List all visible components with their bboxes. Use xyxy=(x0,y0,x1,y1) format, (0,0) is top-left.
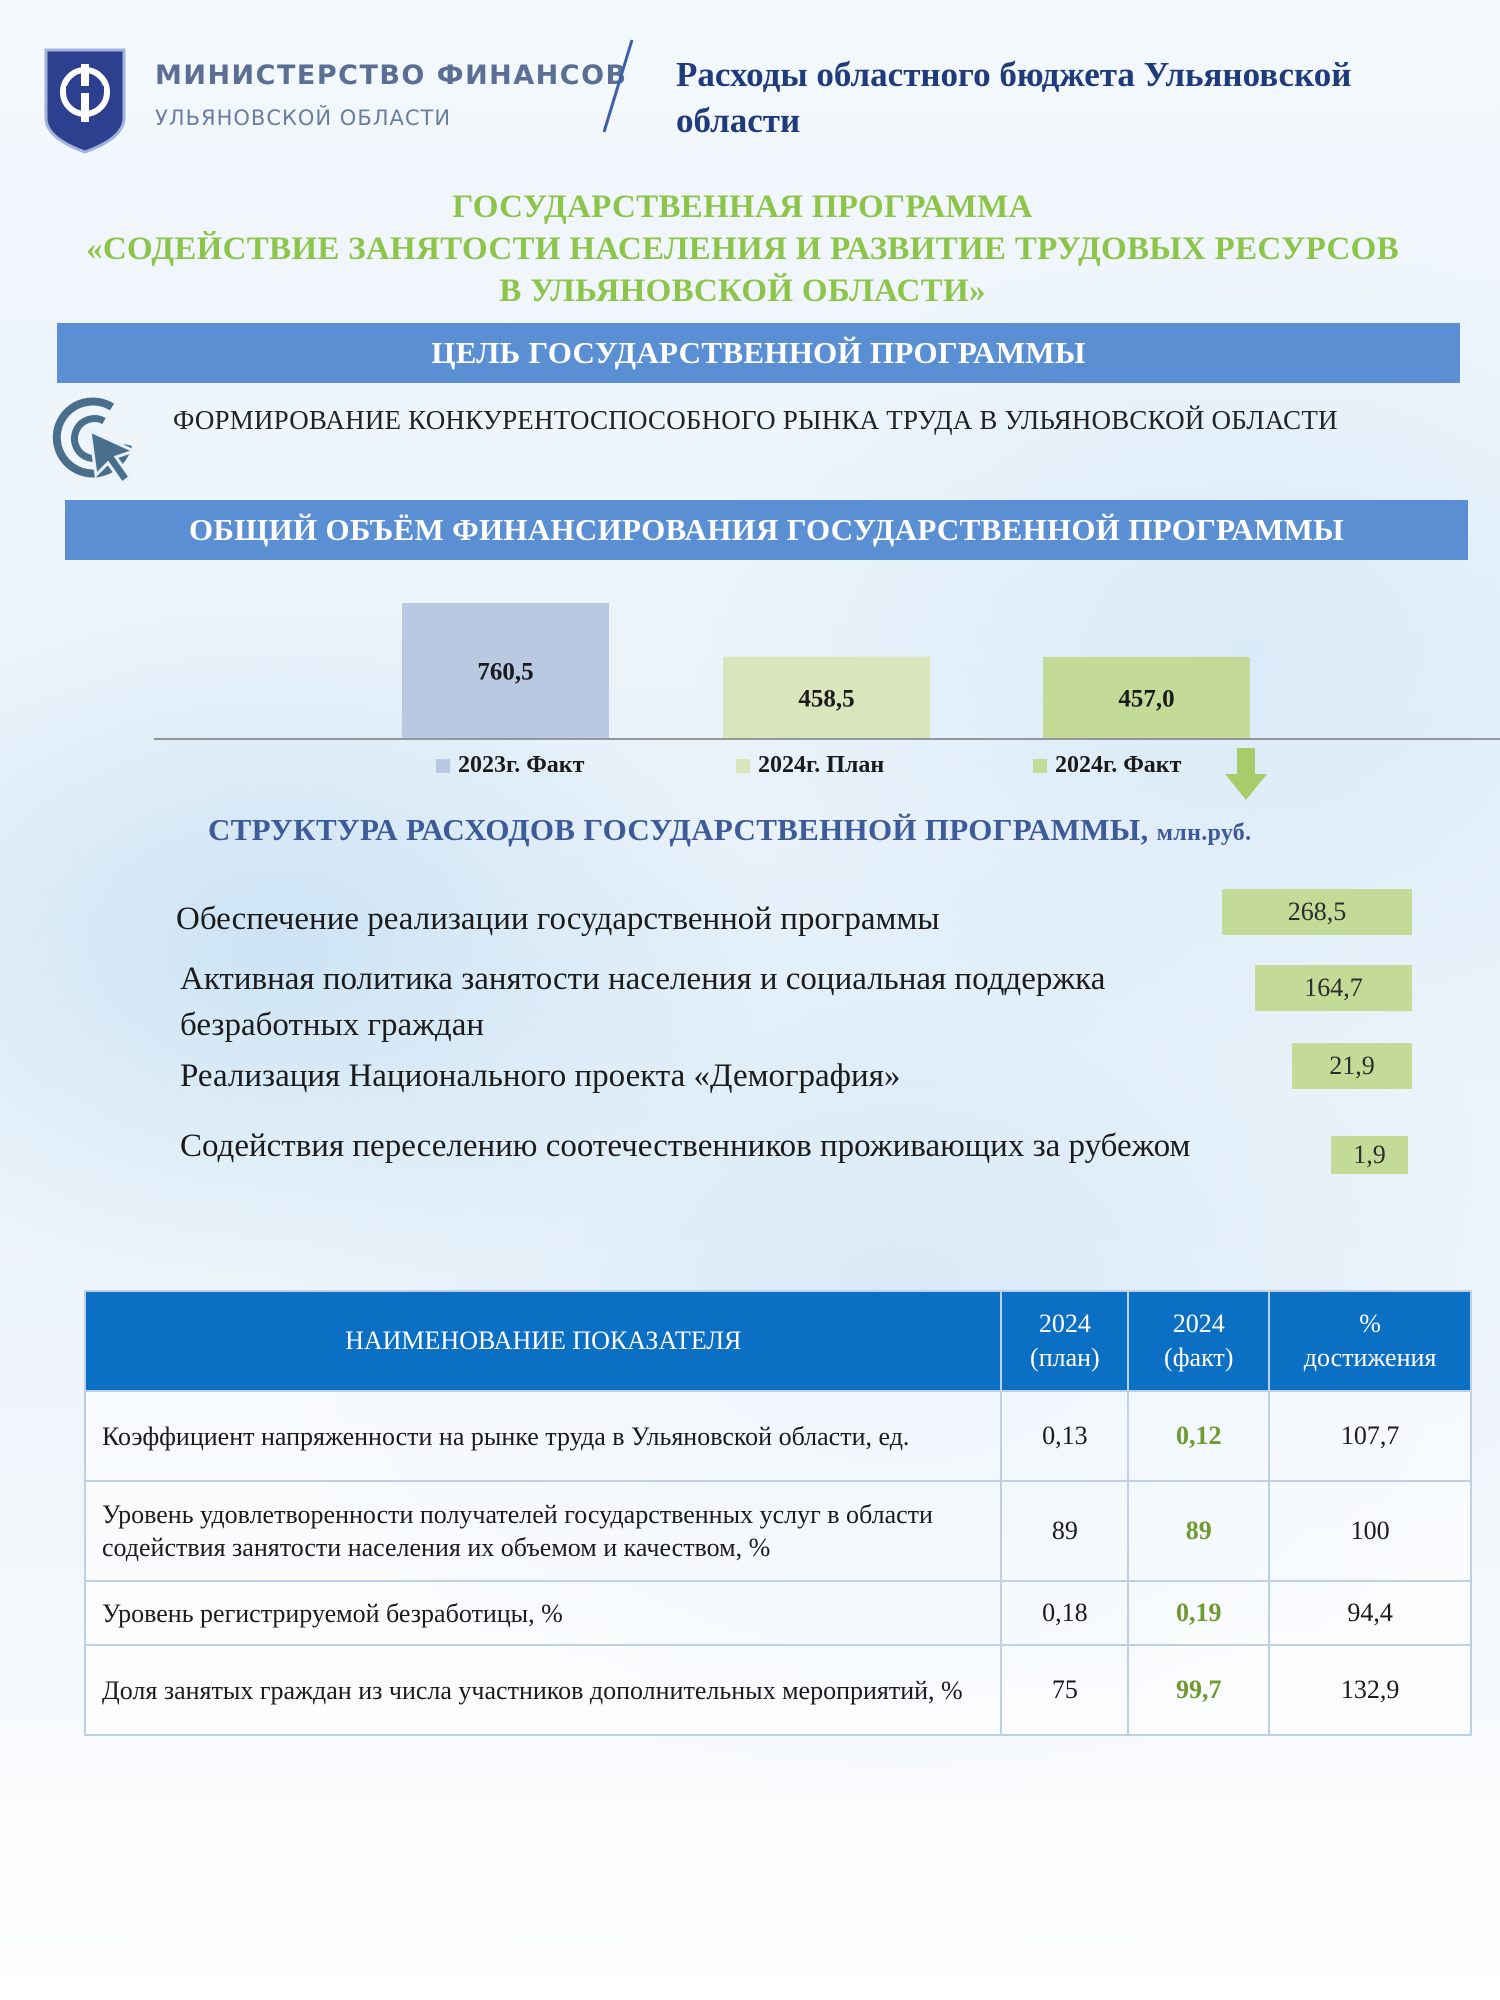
legend-item-2024-fact xyxy=(1033,752,1181,779)
indicator-fact: 89 xyxy=(1128,1481,1269,1581)
program-title-line3: В УЛЬЯНОВСКОЙ ОБЛАСТИ» xyxy=(499,273,986,309)
header-divider xyxy=(600,38,636,134)
structure-title-text: СТРУКТУРА РАСХОДОВ ГОСУДАРСТВЕННОЙ ПРОГРАММЫ, xyxy=(208,812,1149,847)
table-row xyxy=(85,1581,1471,1645)
indicator-plan: 0,13 xyxy=(1001,1391,1128,1481)
indicator-plan: 89 xyxy=(1001,1481,1128,1581)
header-plan-year: 2024 xyxy=(1038,1309,1091,1338)
structure-item-value: 268,5 xyxy=(1222,889,1412,935)
table-row xyxy=(85,1481,1471,1581)
legend-label-2024-fact: 2024г. Факт xyxy=(1055,752,1182,778)
indicator-percent: 107,7 xyxy=(1269,1391,1471,1481)
header-percent-sign: % xyxy=(1359,1309,1381,1338)
indicator-plan: 75 xyxy=(1001,1645,1128,1735)
ministry-emblem-icon xyxy=(42,46,128,156)
structure-item-label: Обеспечение реализации государственной программы xyxy=(176,901,940,937)
legend-label-2024-plan: 2024г. План xyxy=(758,752,885,778)
header-fact xyxy=(1128,1291,1269,1391)
indicator-name: Доля занятых граждан из числа участников дополнительных мероприятий, % xyxy=(85,1645,1001,1735)
header-plan-sub: (план) xyxy=(1030,1343,1100,1372)
header-percent xyxy=(1269,1291,1471,1391)
down-arrow-icon xyxy=(1223,746,1269,802)
legend-item-2024-plan xyxy=(736,752,884,779)
table-row xyxy=(85,1391,1471,1481)
ministry-name-line1: МИНИСТЕРСТВО ФИНАНСОВ xyxy=(155,60,628,91)
indicators-table xyxy=(84,1290,1472,1736)
program-title-line2: «СОДЕЙСТВИЕ ЗАНЯТОСТИ НАСЕЛЕНИЯ И РАЗВИТИЕ ТРУДОВЫХ РЕСУРСОВ xyxy=(86,231,1399,267)
structure-item-label: Содействия переселению соотечественников проживающих за рубежом xyxy=(180,1128,1191,1164)
header-fact-sub: (факт) xyxy=(1164,1343,1234,1372)
goal-banner: ЦЕЛЬ ГОСУДАРСТВЕННОЙ ПРОГРАММЫ xyxy=(57,323,1460,383)
header-fact-year: 2024 xyxy=(1172,1309,1225,1338)
indicator-name: Уровень удовлетворенности получателей государственных услуг в области содействия занятости населения их объемом и качеством, % xyxy=(85,1481,1001,1581)
header-percent-label: достижения xyxy=(1303,1343,1437,1372)
legend-swatch-2023-fact xyxy=(436,759,450,773)
target-cursor-icon xyxy=(48,393,143,488)
indicator-percent: 100 xyxy=(1269,1481,1471,1581)
table-header-row xyxy=(85,1291,1471,1391)
structure-item-value: 21,9 xyxy=(1292,1043,1412,1089)
structure-item-label: Реализация Национального проекта «Демография» xyxy=(180,1058,901,1094)
indicator-fact: 0,12 xyxy=(1128,1391,1269,1481)
indicator-name: Уровень регистрируемой безработицы, % xyxy=(85,1581,1001,1645)
legend-label-2023-fact: 2023г. Факт xyxy=(458,752,585,778)
legend-swatch-2024-fact xyxy=(1033,759,1047,773)
bar-value-label-2024-plan: 458,5 xyxy=(798,685,855,713)
structure-unit: млн.руб. xyxy=(1156,820,1252,846)
structure-item-label: Активная политика занятости населения и социальная поддержка безработных граждан xyxy=(180,961,1106,1043)
structure-item-value: 1,9 xyxy=(1331,1136,1408,1174)
indicator-name: Коэффициент напряженности на рынке труда в Ульяновской области, ед. xyxy=(85,1391,1001,1481)
indicator-percent: 132,9 xyxy=(1269,1645,1471,1735)
indicator-percent: 94,4 xyxy=(1269,1581,1471,1645)
legend-swatch-2024-plan xyxy=(736,759,750,773)
goal-text: ФОРМИРОВАНИЕ КОНКУРЕНТОСПОСОБНОГО РЫНКА ТРУДА В УЛЬЯНОВСКОЙ ОБЛАСТИ xyxy=(173,405,1338,435)
header-indicator-name: НАИМЕНОВАНИЕ ПОКАЗАТЕЛЯ xyxy=(85,1291,1001,1391)
indicator-fact: 0,19 xyxy=(1128,1581,1269,1645)
table-row xyxy=(85,1645,1471,1735)
header-plan xyxy=(1001,1291,1128,1391)
structure-title xyxy=(208,812,1251,848)
program-title xyxy=(40,186,1445,312)
program-title-line1: ГОСУДАРСТВЕННАЯ ПРОГРАММА xyxy=(452,189,1033,225)
financing-banner: ОБЩИЙ ОБЪЁМ ФИНАНСИРОВАНИЯ ГОСУДАРСТВЕННОЙ ПРОГРАММЫ xyxy=(65,500,1468,560)
ministry-name-line2: УЛЬЯНОВСКОЙ ОБЛАСТИ xyxy=(155,106,452,130)
bar-value-label-2023-fact: 760,5 xyxy=(477,658,534,686)
bar-value-label-2024-fact: 457,0 xyxy=(1118,685,1175,713)
page-title: Расходы областного бюджета Ульяновской области xyxy=(676,55,1352,140)
legend-item-2023-fact xyxy=(436,752,584,779)
indicator-plan: 0,18 xyxy=(1001,1581,1128,1645)
structure-item-value: 164,7 xyxy=(1255,965,1412,1011)
indicator-fact: 99,7 xyxy=(1128,1645,1269,1735)
